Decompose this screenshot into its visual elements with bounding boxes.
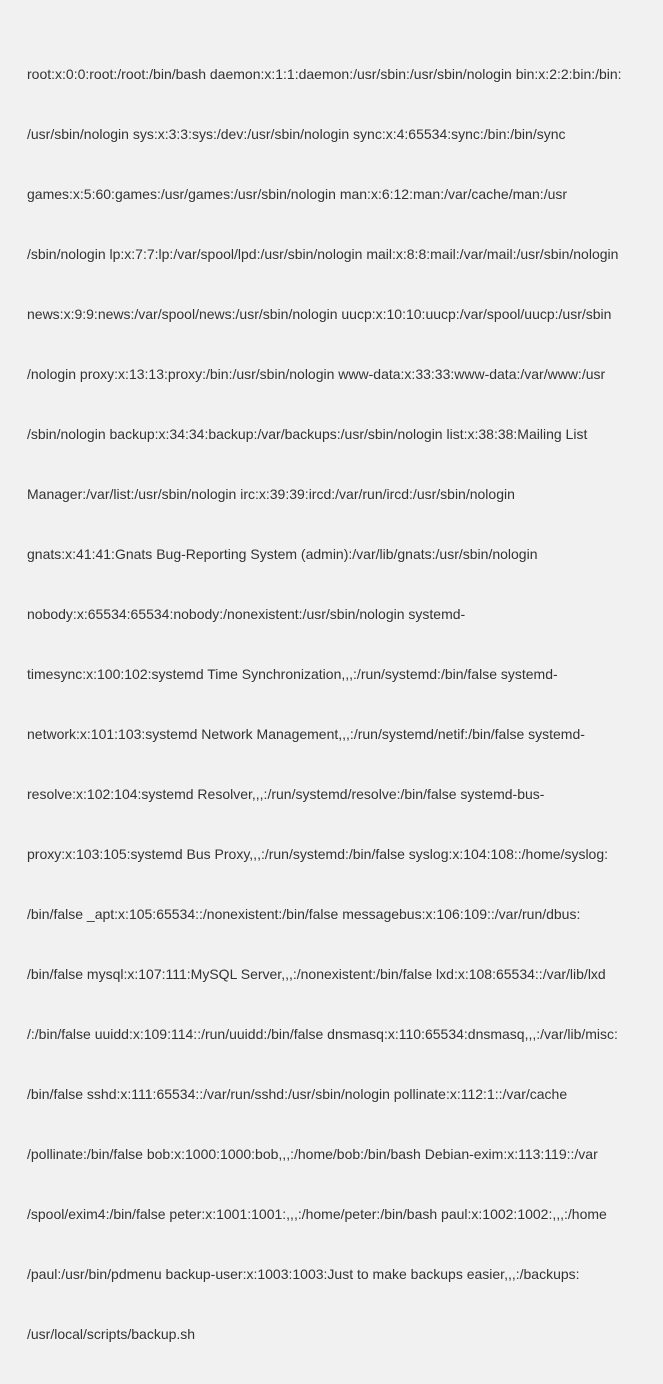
text-line-21: /paul:/usr/bin/pdmenu backup-user:x:1003:1003:Just to make backups easier,,,:/backups: bbox=[27, 1266, 580, 1282]
text-line-18: /bin/false sshd:x:111:65534::/var/run/sshd:/usr/sbin/nologin pollinate:x:112:1::/var/cache bbox=[27, 1086, 568, 1102]
text-line-20: /spool/exim4:/bin/false peter:x:1001:1001:,,,:/home/peter:/bin/bash paul:x:1002:1002:,,,:/home bbox=[27, 1206, 607, 1222]
passwd-file-text bbox=[27, 24, 635, 1384]
text-line-16: /bin/false mysql:x:107:111:MySQL Server,,,:/nonexistent:/bin/false lxd:x:108:65534::/var/lib/lxd bbox=[27, 966, 606, 982]
text-line-2: /usr/sbin/nologin sys:x:3:3:sys:/dev:/usr/sbin/nologin sync:x:4:65534:sync:/bin:/bin/sync bbox=[27, 126, 566, 142]
text-line-7: /sbin/nologin backup:x:34:34:backup:/var/backups:/usr/sbin/nologin list:x:38:38:Mailing List bbox=[27, 426, 588, 442]
text-line-15: /bin/false _apt:x:105:65534::/nonexistent:/bin/false messagebus:x:106:109::/var/run/dbus: bbox=[27, 906, 581, 922]
text-line-3: games:x:5:60:games:/usr/games:/usr/sbin/nologin man:x:6:12:man:/var/cache/man:/usr bbox=[27, 186, 568, 202]
text-line-14: proxy:x:103:105:systemd Bus Proxy,,,:/run/systemd:/bin/false syslog:x:104:108::/home/syslog: bbox=[27, 846, 609, 862]
text-line-12: network:x:101:103:systemd Network Management,,,:/run/systemd/netif:/bin/false systemd- bbox=[27, 726, 585, 742]
text-line-13: resolve:x:102:104:systemd Resolver,,,:/run/systemd/resolve:/bin/false systemd-bus- bbox=[27, 786, 545, 802]
text-line-17: /:/bin/false uuidd:x:109:114::/run/uuidd:/bin/false dnsmasq:x:110:65534:dnsmasq,,,:/var/lib/misc: bbox=[27, 1026, 618, 1042]
text-line-5: news:x:9:9:news:/var/spool/news:/usr/sbin/nologin uucp:x:10:10:uucp:/var/spool/uucp:/usr/sbin bbox=[27, 306, 612, 322]
text-line-4: /sbin/nologin lp:x:7:7:lp:/var/spool/lpd:/usr/sbin/nologin mail:x:8:8:mail:/var/mail:/usr/sbin/nologin bbox=[27, 246, 619, 262]
text-line-22: /usr/local/scripts/backup.sh bbox=[27, 1326, 196, 1342]
text-line-10: nobody:x:65534:65534:nobody:/nonexistent:/usr/sbin/nologin systemd- bbox=[27, 606, 466, 622]
text-line-6: /nologin proxy:x:13:13:proxy:/bin:/usr/sbin/nologin www-data:x:33:33:www-data:/var/www:/usr bbox=[27, 366, 606, 382]
text-line-11: timesync:x:100:102:systemd Time Synchronization,,,:/run/systemd:/bin/false systemd- bbox=[27, 666, 558, 682]
text-line-1: root:x:0:0:root:/root:/bin/bash daemon:x:1:1:daemon:/usr/sbin:/usr/sbin/nologin bin:x:2:2:bin:/bin: bbox=[27, 66, 622, 82]
text-line-9: gnats:x:41:41:Gnats Bug-Reporting System (admin):/var/lib/gnats:/usr/sbin/nologin bbox=[27, 546, 538, 562]
text-line-19: /pollinate:/bin/false bob:x:1000:1000:bob,,,:/home/bob:/bin/bash Debian-exim:x:113:119::/var bbox=[27, 1146, 598, 1162]
text-line-8: Manager:/var/list:/usr/sbin/nologin irc:x:39:39:ircd:/var/run/ircd:/usr/sbin/nologin bbox=[27, 486, 515, 502]
